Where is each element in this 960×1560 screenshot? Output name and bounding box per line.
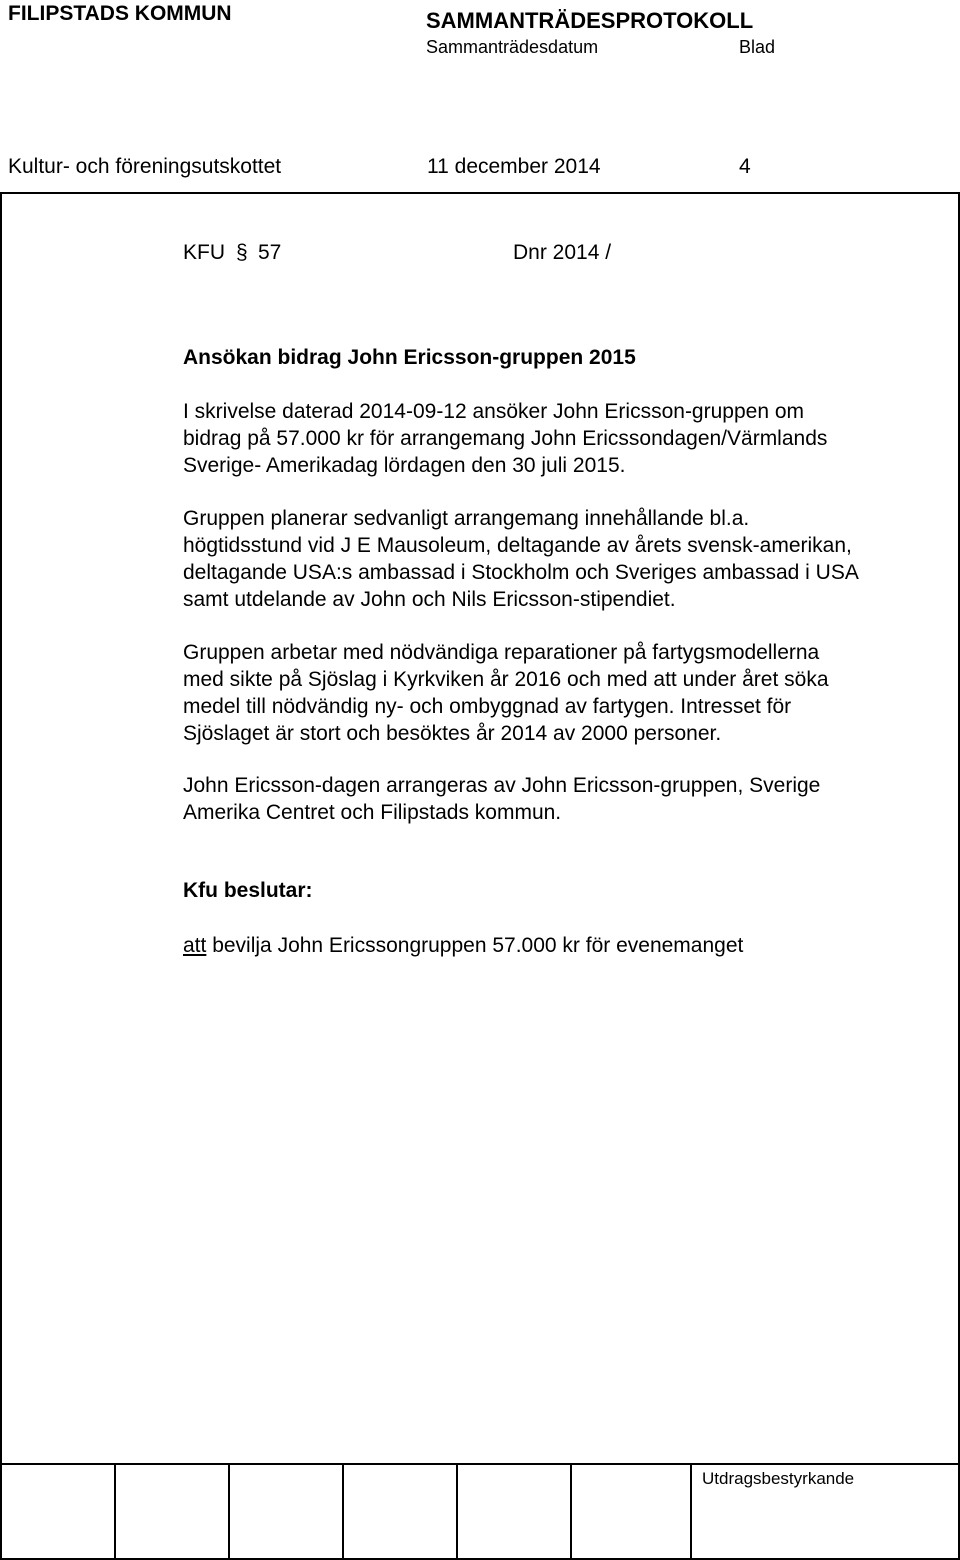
paragraph xyxy=(183,639,829,747)
decision-text xyxy=(183,934,743,958)
section-sign: § xyxy=(236,241,248,264)
paragraph-line: med sikte på Sjöslag i Kyrkviken år 2016 och med att under året söka xyxy=(183,668,829,691)
organization-name: FILIPSTADS KOMMUN xyxy=(8,2,232,25)
paragraph xyxy=(183,772,820,826)
decision-body: bevilja John Ericssongruppen 57.000 kr för evenemanget xyxy=(206,934,744,957)
document-type: SAMMANTRÄDESPROTOKOLL xyxy=(426,8,754,33)
decision-heading: Kfu beslutar: xyxy=(183,879,313,902)
date-label: Sammanträdesdatum xyxy=(426,37,599,57)
paragraph-line: Sverige- Amerikadag lördagen den 30 juli 2015. xyxy=(183,454,626,477)
paragraph-line: högtidsstund vid J E Mausoleum, deltagande av årets svensk-amerikan, xyxy=(183,534,852,557)
meeting-date: 11 december 2014 xyxy=(427,155,601,178)
paragraph-line: Gruppen arbetar med nödvändiga reparationer på fartygsmodellerna xyxy=(183,641,820,664)
paragraph-line: medel till nödvändig ny- och ombyggnad av fartygen. Intresset för xyxy=(183,695,792,718)
decision-att: att xyxy=(183,934,207,957)
diary-number: Dnr 2014 / xyxy=(513,241,612,264)
case-heading: Ansökan bidrag John Ericsson-gruppen 2015 xyxy=(183,346,636,369)
paragraph-line: I skrivelse daterad 2014-09-12 ansöker John Ericsson-gruppen om xyxy=(183,400,805,423)
footer-cell-divider xyxy=(456,1463,458,1560)
page-label: Blad xyxy=(739,37,776,57)
committee-name: Kultur- och föreningsutskottet xyxy=(8,155,282,178)
paragraph-line: Gruppen planerar sedvanligt arrangemang innehållande bl.a. xyxy=(183,507,750,530)
certification-label: Utdragsbestyrkande xyxy=(702,1469,855,1488)
paragraph-line: John Ericsson-dagen arrangeras av John Ericsson-gruppen, Sverige xyxy=(183,774,821,797)
paragraph xyxy=(183,505,859,613)
frame-left-border xyxy=(0,192,2,1560)
footer-cell-divider xyxy=(228,1463,230,1560)
case-prefix: KFU xyxy=(183,241,225,264)
footer-cell-divider xyxy=(570,1463,572,1560)
paragraph-line: deltagande USA:s ambassad i Stockholm och Sveriges ambassad i USA xyxy=(183,561,859,584)
page-number: 4 xyxy=(739,155,751,178)
paragraph-line: samt utdelande av John och Nils Ericsson-stipendiet. xyxy=(183,588,676,611)
paragraph-line: Amerika Centret och Filipstads kommun. xyxy=(183,801,562,824)
footer-cell-divider xyxy=(690,1463,692,1560)
footer-top-border xyxy=(0,1463,960,1465)
footer-cell-divider xyxy=(342,1463,344,1560)
paragraph-line: bidrag på 57.000 kr för arrangemang John Ericssondagen/Värmlands xyxy=(183,427,828,450)
paragraph-line: Sjöslaget är stort och besöktes år 2014 av 2000 personer. xyxy=(183,722,722,745)
frame-top-border xyxy=(0,192,960,194)
case-number: 57 xyxy=(258,241,282,264)
footer-cell-divider xyxy=(114,1463,116,1560)
paragraph xyxy=(183,398,827,479)
